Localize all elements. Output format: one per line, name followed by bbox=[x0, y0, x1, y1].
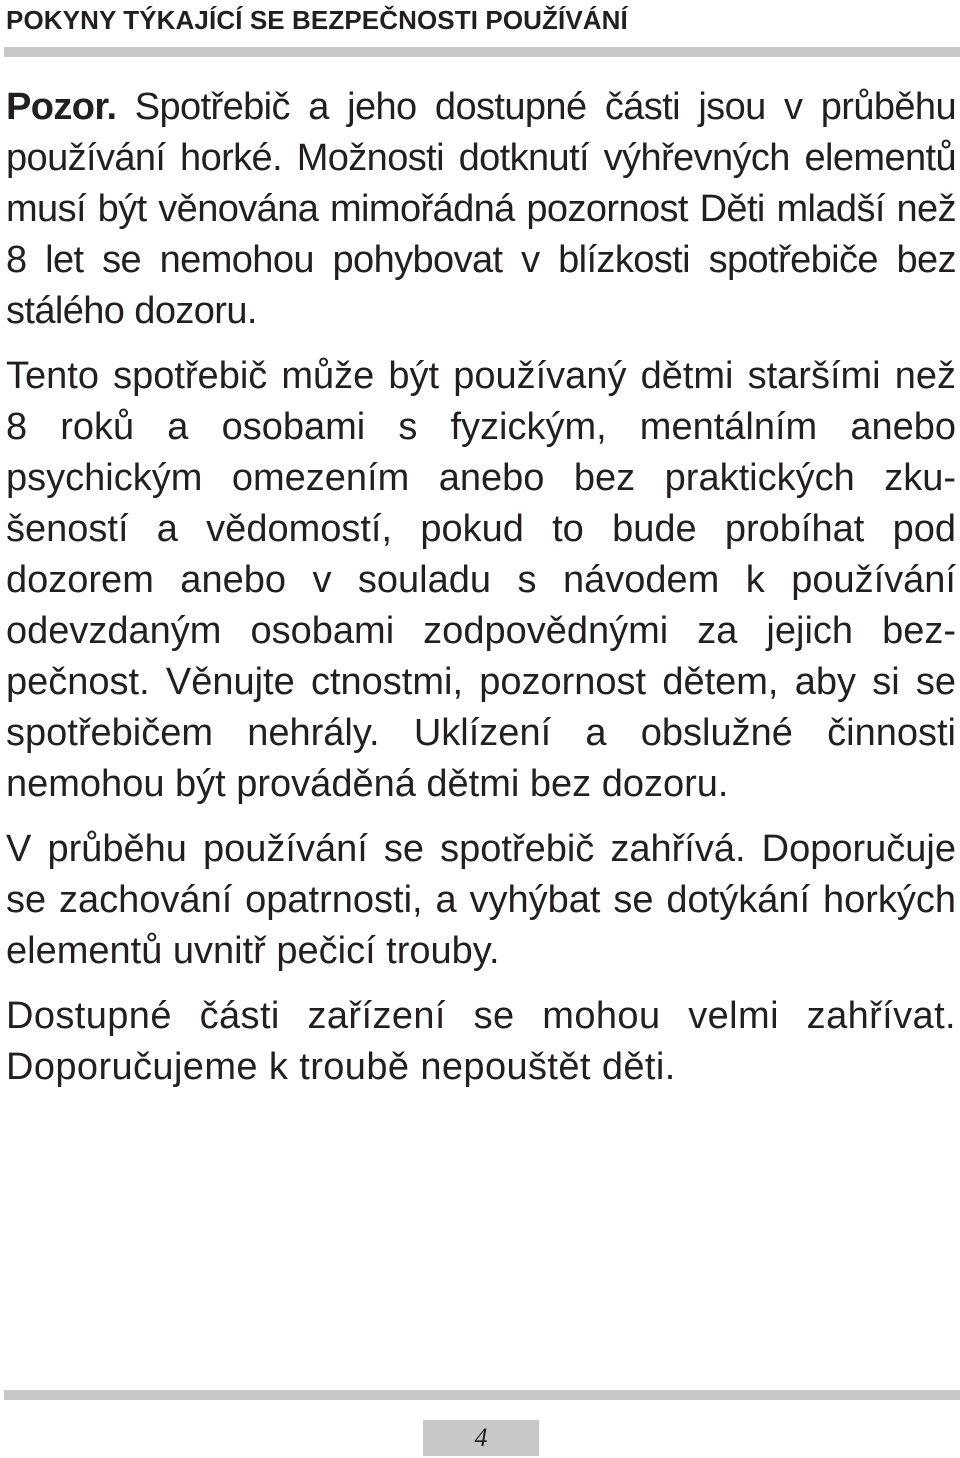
page-title: POKYNY TÝKAJÍCÍ SE BEZPEČNOSTI POUŽÍVÁNÍ bbox=[6, 5, 628, 35]
warning-text: Spotřebič a jeho dostupné části jsou v průběhu používání horké. Možnosti dotknutí výhřevných elementů musí být věnována mimořádná pozornost Děti mladší než 8 let se nemohou pohybovat v blízkosti spotřebiče bez stálého dozoru. bbox=[6, 86, 956, 332]
safety-instructions-text bbox=[6, 82, 956, 1107]
heating-paragraph: V průběhu používání se spotřebič zahřívá. Doporučuje se zachování opatrnosti, a vyhýbat se dotýkání horkých elementů uvnitř pečicí trouby. bbox=[6, 828, 956, 972]
header-divider bbox=[4, 47, 960, 57]
footer-divider bbox=[4, 1390, 960, 1400]
accessible-parts-paragraph: Dostupné části zařízení se mohou velmi zahřívat. Doporučujeme k troubě nepouštět děti. bbox=[6, 995, 956, 1088]
page-number-box bbox=[423, 1420, 539, 1456]
usage-by-children-paragraph: Tento spotřebič může být používaný dětmi staršími než 8 roků a osobami s fyzickým, mentálním anebo psychickým omezením anebo bez praktických zkušeností a vědomostí, pokud to bude probíhat pod dozorem anebo v souladu s návodem k používání odevzdaným osobami zodpovědnými za jejich bezpečnost. Věnujte ctnostmi, pozornost dětem, aby si se spotřebičem nehrály. Uklízení a obslužné činnosti nemohou být prováděná dětmi bez dozoru. bbox=[6, 355, 956, 805]
page-number: 4 bbox=[474, 1423, 488, 1452]
warning-paragraph bbox=[6, 82, 956, 337]
warning-lead: Pozor. bbox=[6, 86, 117, 128]
